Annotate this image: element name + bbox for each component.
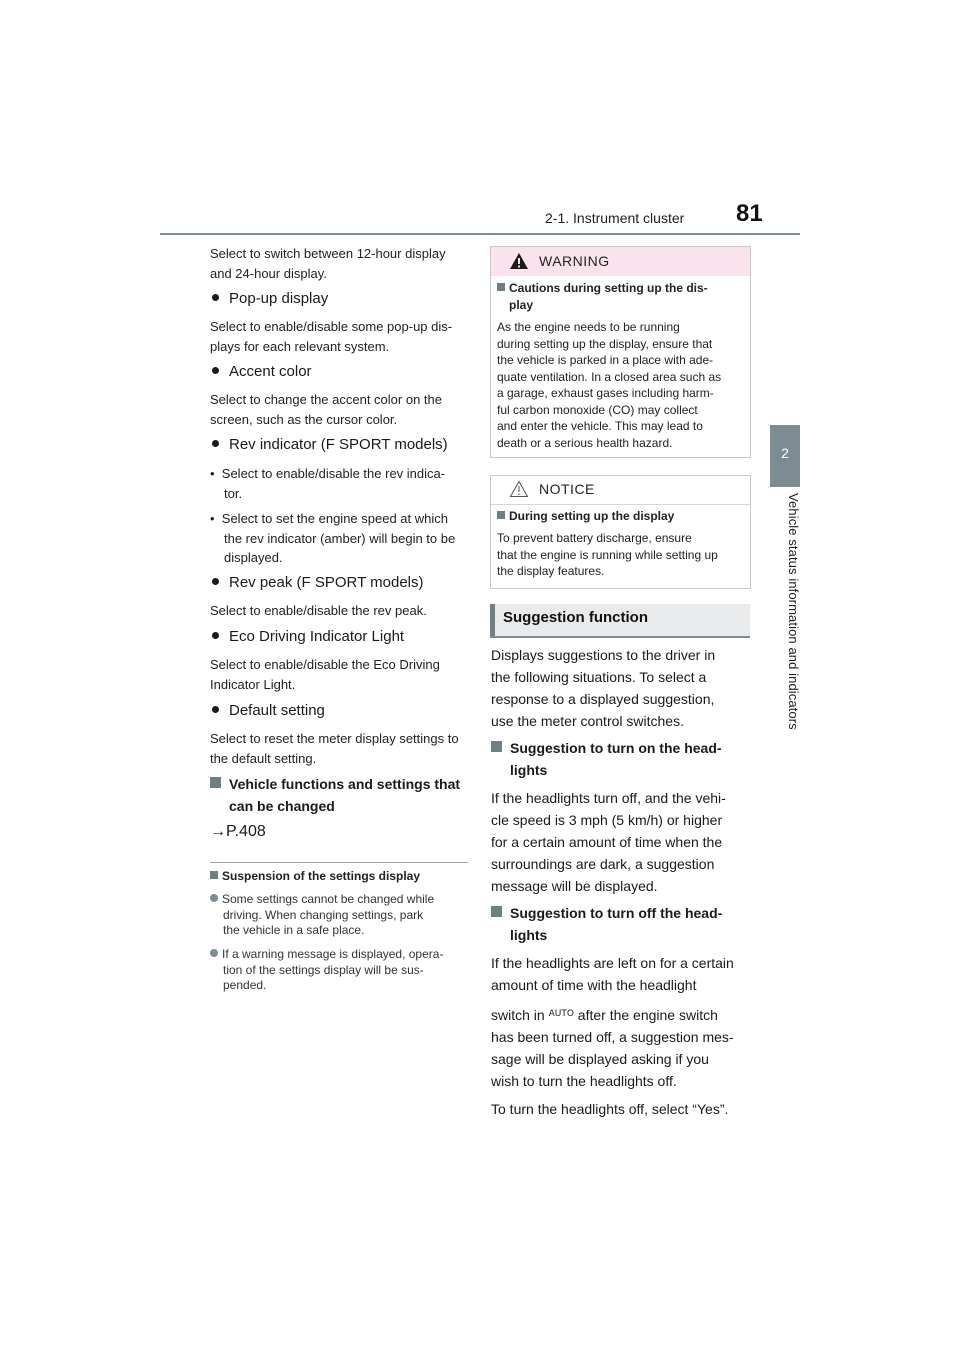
text-line: To turn the headlights off, select “Yes”. (491, 1101, 729, 1117)
square-bullet-icon (210, 777, 221, 788)
square-bullet-icon (491, 906, 502, 917)
accent-desc (210, 390, 442, 429)
desc-line: plays for each relevant system. (210, 338, 390, 354)
bullet-title: Rev indicator (F SPORT models) (229, 436, 448, 453)
warning-header (491, 247, 750, 276)
bullet-popup (212, 290, 328, 307)
warning-line: during setting up the display, ensure that (497, 336, 713, 351)
warning-line: As the engine needs to be running (497, 320, 680, 334)
chapter-tab (770, 425, 800, 487)
warning-heading (497, 280, 757, 313)
warning-line: a garage, exhaust gases including harm- (497, 386, 714, 400)
text-fragment: after the engine switch (573, 1007, 718, 1023)
item-line: displayed. (224, 550, 283, 565)
page-reference-link[interactable]: →P.408 (210, 823, 266, 840)
warning-line: the vehicle is parked in a place with ade- (497, 353, 714, 367)
eco-desc (210, 655, 440, 694)
desc-line: Select to enable/disable some pop-up dis- (210, 319, 453, 334)
square-bullet-icon (497, 283, 505, 291)
intro-line: and 24-hour display. (210, 265, 327, 281)
bullet-rev-indicator (212, 436, 448, 453)
heading-line: lights (510, 927, 548, 943)
notes-divider (210, 862, 468, 863)
rev-indicator-item (210, 464, 482, 503)
suggestion-heading: Suggestion function (503, 609, 648, 626)
warning-text (497, 319, 747, 451)
square-bullet-icon (497, 511, 505, 519)
intro-line: the following situations. To select a (491, 669, 707, 685)
text-line: If the headlights are left on for a certain (491, 955, 734, 971)
note-line: tion of the settings display will be sus- (223, 962, 424, 977)
section-title: 2-1. Instrument cluster (545, 210, 685, 226)
item-line: tor. (224, 485, 243, 501)
text-line: for a certain amount of time when the (491, 834, 723, 850)
notice-line: that the engine is running while setting up (497, 547, 718, 562)
intro-line: response to a displayed suggestion, (491, 691, 715, 707)
notice-line: To prevent battery discharge, ensure (497, 531, 692, 545)
note-line: If a warning message is displayed, opera- (222, 947, 444, 961)
desc-line: the default setting. (210, 750, 317, 766)
turn-off-text (491, 952, 753, 1120)
intro-line: use the meter control switches. (491, 713, 684, 729)
text-fragment: switch in (491, 1007, 549, 1023)
notice-triangle-icon (509, 480, 529, 498)
text-line: wish to turn the headlights off. (491, 1073, 677, 1089)
warning-label: WARNING (539, 253, 610, 269)
desc-line: Indicator Light. (210, 676, 296, 692)
item-line: Select to set the engine speed at which (221, 511, 448, 526)
bullet-dot-icon (212, 578, 219, 585)
turn-off-heading (491, 902, 753, 946)
heading-line: Vehicle functions and settings that (229, 776, 461, 792)
chapter-label: Vehicle status information and indicators (786, 493, 801, 730)
auto-switch-icon: AUTO (548, 1009, 574, 1019)
rev-indicator-item (210, 509, 482, 568)
sub-bullet-icon: • (210, 511, 222, 526)
turn-on-text (491, 787, 751, 897)
note-line: pended. (223, 978, 267, 992)
heading-line: Suggestion to turn off the head- (510, 905, 723, 921)
bullet-title: Pop-up display (229, 290, 329, 307)
warning-line: quate ventilation. In a closed area such as (497, 369, 722, 384)
bullet-accent (212, 363, 312, 380)
bullet-dot-icon (212, 706, 219, 713)
notice-header (491, 476, 750, 505)
text-line: surroundings are dark, a suggestion (491, 856, 715, 872)
note-item (210, 947, 483, 994)
notes-heading-text: Suspension of the settings display (222, 869, 421, 883)
text-line-with-icon (491, 1003, 753, 1026)
note-line: Some settings cannot be changed while (222, 892, 435, 906)
page-number: 81 (736, 200, 763, 227)
vehicle-functions-heading (210, 773, 470, 817)
note-dot-icon (210, 949, 218, 957)
heading-line: lights (510, 762, 548, 778)
square-bullet-icon (210, 871, 218, 879)
sub-bullet-icon: • (210, 466, 222, 481)
turn-on-heading (491, 737, 753, 781)
text-line: message will be displayed. (491, 878, 658, 894)
desc-line: Select to reset the meter display settings to (210, 731, 459, 746)
desc-line: screen, such as the cursor color. (210, 411, 398, 427)
bullet-dot-icon (212, 632, 219, 639)
bullet-eco (212, 628, 404, 645)
chapter-number: 2 (781, 445, 789, 461)
note-item (210, 892, 483, 939)
notice-text (497, 530, 747, 580)
rev-peak-desc: Select to enable/disable the rev peak. (210, 603, 427, 618)
suggestion-heading-accent (490, 604, 495, 636)
bullet-rev-peak (212, 574, 424, 591)
warning-line: and enter the vehicle. This may lead to (497, 419, 703, 433)
suggestion-intro (491, 644, 751, 732)
text-line: amount of time with the headlight (491, 977, 697, 993)
notice-heading (497, 508, 757, 525)
notice-label: NOTICE (539, 481, 595, 497)
warning-heading-line: Cautions during setting up the dis- (509, 281, 708, 295)
bullet-default (212, 702, 325, 719)
notice-line: the display features. (497, 564, 605, 578)
note-line: the vehicle in a safe place. (223, 923, 365, 937)
item-line: the rev indicator (amber) will begin to be (224, 530, 456, 546)
notes-heading (210, 869, 420, 883)
heading-line: can be changed (229, 798, 335, 814)
heading-line: Suggestion to turn on the head- (510, 740, 722, 756)
bullet-title: Rev peak (F SPORT models) (229, 574, 424, 591)
header-rule (160, 233, 800, 235)
text-line: has been turned off, a suggestion mes- (491, 1029, 734, 1045)
bullet-dot-icon (212, 294, 219, 301)
notice-heading-text: During setting up the display (509, 509, 675, 523)
text-line: cle speed is 3 mph (5 km/h) or higher (491, 812, 723, 828)
desc-line: Select to enable/disable the Eco Driving (210, 657, 440, 672)
intro-line: Select to switch between 12-hour display (210, 246, 446, 261)
item-line: Select to enable/disable the rev indica- (221, 466, 446, 481)
desc-line: Select to change the accent color on the (210, 392, 442, 407)
bullet-dot-icon (212, 367, 219, 374)
note-dot-icon (210, 894, 218, 902)
bullet-title: Eco Driving Indicator Light (229, 628, 405, 645)
note-line: driving. When changing settings, park (223, 907, 424, 922)
warning-line: death or a serious health hazard. (497, 435, 673, 450)
warning-triangle-icon (509, 252, 529, 270)
bullet-title: Default setting (229, 702, 325, 719)
popup-desc (210, 317, 452, 356)
square-bullet-icon (491, 741, 502, 752)
warning-heading-line: play (509, 297, 534, 312)
text-line: sage will be displayed asking if you (491, 1051, 709, 1067)
bullet-title: Accent color (229, 363, 312, 380)
intro-paragraph (210, 244, 446, 283)
warning-line: ful carbon monoxide (CO) may collect (497, 402, 698, 417)
intro-line: Displays suggestions to the driver in (491, 647, 716, 663)
bullet-dot-icon (212, 440, 219, 447)
text-line: If the headlights turn off, and the vehi- (491, 790, 726, 806)
default-desc (210, 729, 459, 768)
